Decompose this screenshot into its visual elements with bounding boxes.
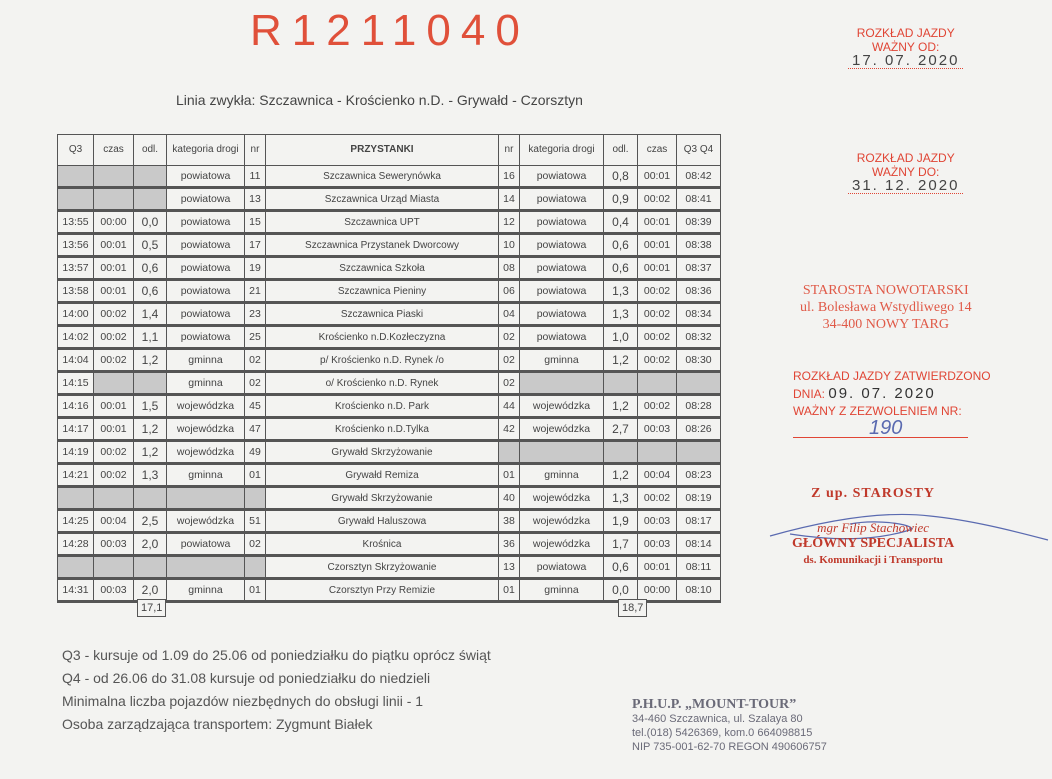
note-line: Q3 - kursuje od 1.09 do 25.06 od poniedziałku do piątku oprócz świąt: [62, 647, 491, 663]
table-cell: 13:57: [58, 257, 94, 280]
table-row: [58, 257, 721, 280]
table-cell: gminna: [167, 372, 245, 395]
table-cell: wojewódzka: [520, 510, 604, 533]
table-row: [58, 188, 721, 211]
table-cell: powiatowa: [520, 257, 604, 280]
table-cell: 1,4: [134, 303, 167, 326]
table-cell: 01: [499, 464, 520, 487]
stamp-line: STAROSTA NOWOTARSKI: [802, 283, 969, 298]
table-cell: 00:01: [94, 418, 134, 441]
table-row: [58, 418, 721, 441]
table-cell: 06: [499, 280, 520, 303]
table-cell: 0,9: [604, 188, 638, 211]
stop-name: Grywałd Haluszowa: [266, 510, 499, 533]
table-cell: 0,6: [134, 280, 167, 303]
signatory-department: ds. Komunikacji i Transportu: [803, 554, 943, 566]
valid-from-date: 17. 07. 2020: [848, 54, 963, 69]
table-cell: powiatowa: [167, 533, 245, 556]
table-cell: 00:04: [94, 510, 134, 533]
stop-name: Czorsztyn Skrzyżowanie: [266, 556, 499, 579]
table-cell: [94, 188, 134, 211]
table-cell: [58, 166, 94, 188]
table-cell: 0,6: [134, 257, 167, 280]
table-cell: 08:30: [677, 349, 721, 372]
stop-name: Szczawnica Przystanek Dworcowy: [266, 234, 499, 257]
table-cell: powiatowa: [167, 188, 245, 211]
table-cell: 13: [245, 188, 266, 211]
table-cell: 00:01: [638, 556, 677, 579]
permit-label: WAŻNY Z ZEZWOLENIEM NR:: [793, 404, 962, 418]
table-row: [58, 211, 721, 234]
table-cell: 0,0: [604, 579, 638, 602]
table-cell: powiatowa: [520, 234, 604, 257]
table-cell: [677, 441, 721, 464]
header-cell: czas: [638, 135, 677, 166]
table-cell: [94, 166, 134, 188]
table-cell: 00:01: [638, 234, 677, 257]
table-cell: 00:02: [638, 349, 677, 372]
stop-name: Grywałd Skrzyżowanie: [266, 487, 499, 510]
table-row: [58, 280, 721, 303]
signatory-title: GŁÓWNY SPECJALISTA: [792, 536, 955, 551]
table-cell: 14:31: [58, 579, 94, 602]
table-cell: 00:02: [638, 395, 677, 418]
table-cell: [134, 487, 167, 510]
table-cell: 08:26: [677, 418, 721, 441]
header-cell: nr: [245, 135, 266, 166]
table-cell: powiatowa: [520, 188, 604, 211]
table-cell: 1,2: [604, 464, 638, 487]
table-cell: 12: [499, 211, 520, 234]
table-row: [58, 234, 721, 257]
table-cell: 02: [499, 326, 520, 349]
timetable-code: R1211040: [250, 6, 530, 55]
table-cell: [167, 556, 245, 579]
table-cell: 08:38: [677, 234, 721, 257]
approval-date: 09. 07. 2020: [828, 385, 936, 402]
table-row: [58, 349, 721, 372]
table-cell: 08:23: [677, 464, 721, 487]
table-cell: 14:25: [58, 510, 94, 533]
table-cell: wojewódzka: [167, 418, 245, 441]
company-phone: tel.(018) 5426369, kom.0 664098815: [632, 727, 813, 739]
table-cell: 1,2: [604, 395, 638, 418]
stop-name: Szczawnica UPT: [266, 211, 499, 234]
table-cell: [58, 188, 94, 211]
table-cell: 08:19: [677, 487, 721, 510]
table-cell: [638, 372, 677, 395]
table-cell: 08:10: [677, 579, 721, 602]
table-cell: 1,3: [604, 303, 638, 326]
table-cell: [677, 372, 721, 395]
table-cell: 14:19: [58, 441, 94, 464]
table-cell: [167, 487, 245, 510]
table-row: [58, 441, 721, 464]
approval-stamp: [793, 368, 991, 438]
table-cell: 1,5: [134, 395, 167, 418]
table-cell: gminna: [520, 464, 604, 487]
table-cell: 13:55: [58, 211, 94, 234]
table-cell: 1,2: [134, 441, 167, 464]
permit-number: 190: [869, 417, 903, 439]
table-row: [58, 303, 721, 326]
table-cell: [245, 487, 266, 510]
stop-name: p/ Krościenko n.D. Rynek /o: [266, 349, 499, 372]
stop-name: Szczawnica Pieniny: [266, 280, 499, 303]
table-cell: powiatowa: [167, 257, 245, 280]
table-cell: gminna: [520, 349, 604, 372]
table-cell: gminna: [520, 579, 604, 602]
stop-name: Grywałd Skrzyżowanie: [266, 441, 499, 464]
table-cell: powiatowa: [520, 556, 604, 579]
table-cell: 08: [499, 257, 520, 280]
table-cell: 04: [499, 303, 520, 326]
signatory-name: mgr Filip Stachowiec: [817, 520, 930, 535]
table-cell: [638, 441, 677, 464]
note-line: Q4 - od 26.06 do 31.08 kursuje od poniedziałku do niedzieli: [62, 670, 431, 686]
table-cell: 0,4: [604, 211, 638, 234]
stop-name: o/ Krościenko n.D. Rynek: [266, 372, 499, 395]
table-cell: 0,8: [604, 166, 638, 188]
table-cell: 00:01: [94, 234, 134, 257]
stop-name: Grywałd Remiza: [266, 464, 499, 487]
table-cell: 00:02: [638, 280, 677, 303]
table-cell: 14:21: [58, 464, 94, 487]
table-cell: 00:03: [638, 418, 677, 441]
notes: [62, 644, 491, 736]
table-cell: 01: [499, 579, 520, 602]
table-cell: 02: [245, 533, 266, 556]
table-row: [58, 533, 721, 556]
table-cell: 00:01: [638, 166, 677, 188]
table-cell: 1,1: [134, 326, 167, 349]
table-cell: 14:17: [58, 418, 94, 441]
table-cell: 00:04: [638, 464, 677, 487]
header-cell: odl.: [134, 135, 167, 166]
table-cell: 38: [499, 510, 520, 533]
table-cell: 08:37: [677, 257, 721, 280]
table-cell: 00:01: [638, 211, 677, 234]
header-cell: kategoria drogi: [167, 135, 245, 166]
table-cell: 08:11: [677, 556, 721, 579]
table-cell: [245, 556, 266, 579]
table-cell: [499, 441, 520, 464]
table-cell: powiatowa: [167, 166, 245, 188]
table-cell: 00:03: [94, 533, 134, 556]
table-cell: 00:02: [638, 487, 677, 510]
table-row: [58, 487, 721, 510]
table-cell: 08:32: [677, 326, 721, 349]
table-cell: 08:39: [677, 211, 721, 234]
table-cell: 2,0: [134, 579, 167, 602]
table-cell: 00:03: [94, 579, 134, 602]
table-cell: [94, 556, 134, 579]
table-cell: 14:16: [58, 395, 94, 418]
table-cell: gminna: [167, 464, 245, 487]
table-cell: [520, 372, 604, 395]
table-cell: 00:01: [94, 280, 134, 303]
table-cell: 0,6: [604, 556, 638, 579]
starosta-stamp: [800, 282, 972, 333]
table-cell: wojewódzka: [520, 533, 604, 556]
header-cell: Q3 Q4: [677, 135, 721, 166]
table-cell: 01: [245, 579, 266, 602]
table-cell: 00:01: [94, 257, 134, 280]
table-cell: 1,2: [604, 349, 638, 372]
table-cell: 47: [245, 418, 266, 441]
table-cell: powiatowa: [520, 280, 604, 303]
header-cell: czas: [94, 135, 134, 166]
table-cell: 00:02: [638, 188, 677, 211]
line-title: Linia zwykła: Szczawnica - Krościenko n.D. - Grywałd - Czorsztyn: [176, 92, 583, 108]
table-cell: 10: [499, 234, 520, 257]
table-cell: 00:03: [638, 533, 677, 556]
table-cell: powiatowa: [167, 303, 245, 326]
table-cell: 14:28: [58, 533, 94, 556]
header-cell: nr: [499, 135, 520, 166]
table-cell: 1,0: [604, 326, 638, 349]
table-cell: wojewódzka: [520, 395, 604, 418]
table-cell: 40: [499, 487, 520, 510]
table-cell: 00:03: [638, 510, 677, 533]
table-cell: 0,0: [134, 211, 167, 234]
stamp-label: WAŻNY OD:: [872, 40, 940, 54]
table-cell: 00:02: [94, 441, 134, 464]
table-cell: 00:02: [94, 349, 134, 372]
table-cell: 08:41: [677, 188, 721, 211]
table-cell: gminna: [167, 579, 245, 602]
table-cell: wojewódzka: [167, 510, 245, 533]
timetable: [57, 134, 721, 603]
table-cell: [94, 487, 134, 510]
company-stamp: [632, 698, 827, 754]
stop-name: Szczawnica Sewerynówka: [266, 166, 499, 188]
table-cell: 49: [245, 441, 266, 464]
table-cell: [134, 556, 167, 579]
total-distance-outbound: 17,1: [137, 599, 166, 617]
table-cell: 14:04: [58, 349, 94, 372]
table-cell: [94, 372, 134, 395]
table-row: [58, 510, 721, 533]
note-line: Osoba zarządzająca transportem: Zygmunt Białek: [62, 716, 373, 732]
table-cell: 02: [499, 372, 520, 395]
header-row: [58, 135, 721, 166]
total-distance-return: 18,7: [618, 599, 647, 617]
table-cell: wojewódzka: [167, 395, 245, 418]
table-cell: 02: [499, 349, 520, 372]
table-row: [58, 464, 721, 487]
table-cell: 00:00: [638, 579, 677, 602]
header-cell: odl.: [604, 135, 638, 166]
table-cell: [604, 372, 638, 395]
table-cell: 08:36: [677, 280, 721, 303]
table-cell: 0,6: [604, 234, 638, 257]
company-nip: NIP 735-001-62-70 REGON 490606757: [632, 741, 827, 753]
table-cell: 44: [499, 395, 520, 418]
table-cell: 16: [499, 166, 520, 188]
stop-name: Krościenko n.D.Tylka: [266, 418, 499, 441]
table-cell: wojewódzka: [520, 418, 604, 441]
table-cell: 23: [245, 303, 266, 326]
table-cell: gminna: [167, 349, 245, 372]
valid-to-date: 31. 12. 2020: [848, 179, 963, 194]
table-cell: powiatowa: [520, 303, 604, 326]
table-cell: 17: [245, 234, 266, 257]
table-cell: powiatowa: [167, 211, 245, 234]
note-line: Minimalna liczba pojazdów niezbędnych do obsługi linii - 1: [62, 693, 424, 709]
company-address: 34-460 Szczawnica, ul. Szalaya 80: [632, 713, 803, 725]
table-cell: 15: [245, 211, 266, 234]
table-cell: 14:00: [58, 303, 94, 326]
stop-name: Krościenko n.D.Kozłeczyzna: [266, 326, 499, 349]
table-cell: [520, 441, 604, 464]
stop-name: Czorsztyn Przy Remizie: [266, 579, 499, 602]
table-cell: 08:34: [677, 303, 721, 326]
table-cell: 19: [245, 257, 266, 280]
stamp-line: ul. Bolesława Wstydliwego 14: [800, 300, 972, 315]
table-row: [58, 556, 721, 579]
table-cell: powiatowa: [520, 326, 604, 349]
table-cell: 25: [245, 326, 266, 349]
table-cell: [134, 188, 167, 211]
stamp-label: ROZKŁAD JAZDY: [856, 151, 955, 165]
table-cell: [58, 487, 94, 510]
table-cell: 21: [245, 280, 266, 303]
table-cell: 11: [245, 166, 266, 188]
table-row: [58, 395, 721, 418]
table-cell: 00:02: [94, 464, 134, 487]
table-cell: 00:01: [94, 395, 134, 418]
table-cell: 02: [245, 349, 266, 372]
table-row: [58, 326, 721, 349]
table-cell: 08:17: [677, 510, 721, 533]
table-cell: 1,3: [604, 487, 638, 510]
table-cell: 14:15: [58, 372, 94, 395]
table-cell: wojewódzka: [520, 487, 604, 510]
stop-name: Szczawnica Urząd Miasta: [266, 188, 499, 211]
table-cell: 00:00: [94, 211, 134, 234]
table-cell: powiatowa: [520, 211, 604, 234]
table-cell: powiatowa: [167, 280, 245, 303]
table-cell: 14:02: [58, 326, 94, 349]
header-cell: kategoria drogi: [520, 135, 604, 166]
table-cell: 1,3: [604, 280, 638, 303]
table-cell: 0,6: [604, 257, 638, 280]
table-cell: 00:02: [94, 326, 134, 349]
table-cell: 2,5: [134, 510, 167, 533]
signature-authority: Z up. STAROSTY: [811, 486, 936, 501]
table-cell: 1,7: [604, 533, 638, 556]
table-cell: 00:02: [94, 303, 134, 326]
table-cell: 08:14: [677, 533, 721, 556]
table-cell: 1,2: [134, 418, 167, 441]
table-cell: wojewódzka: [167, 441, 245, 464]
approval-date-label: DNIA:: [793, 387, 826, 401]
stop-name: Szczawnica Piaski: [266, 303, 499, 326]
stamp-label: WAŻNY DO:: [872, 165, 940, 179]
table-cell: 13: [499, 556, 520, 579]
stamp-line: 34-400 NOWY TARG: [822, 317, 950, 332]
table-cell: 45: [245, 395, 266, 418]
signature-stamp: [792, 486, 954, 568]
table-row: [58, 372, 721, 395]
table-cell: 0,5: [134, 234, 167, 257]
table-cell: 1,3: [134, 464, 167, 487]
stop-name: Krośnica: [266, 533, 499, 556]
approval-line: ROZKŁAD JAZDY ZATWIERDZONO: [793, 369, 991, 383]
table-cell: 14: [499, 188, 520, 211]
table-cell: 00:01: [638, 257, 677, 280]
table-cell: powiatowa: [167, 326, 245, 349]
table-cell: 13:58: [58, 280, 94, 303]
table-cell: 02: [245, 372, 266, 395]
table-cell: [134, 166, 167, 188]
table-cell: 51: [245, 510, 266, 533]
table-cell: 00:02: [638, 303, 677, 326]
table-cell: 08:28: [677, 395, 721, 418]
header-cell: PRZYSTANKI: [266, 135, 499, 166]
valid-to-stamp: [848, 151, 963, 194]
stop-name: Szczawnica Szkoła: [266, 257, 499, 280]
table-cell: 1,2: [134, 349, 167, 372]
table-cell: 08:42: [677, 166, 721, 188]
table-cell: [604, 441, 638, 464]
table-cell: 01: [245, 464, 266, 487]
table-cell: 42: [499, 418, 520, 441]
table-cell: 36: [499, 533, 520, 556]
table-cell: 13:56: [58, 234, 94, 257]
table-cell: [58, 556, 94, 579]
stamp-label: ROZKŁAD JAZDY: [856, 26, 955, 40]
company-name: P.H.U.P. „MOUNT-TOUR”: [632, 697, 797, 712]
table-cell: powiatowa: [520, 166, 604, 188]
table-cell: 00:02: [638, 326, 677, 349]
table-cell: powiatowa: [167, 234, 245, 257]
table-cell: 2,7: [604, 418, 638, 441]
table-row: [58, 166, 721, 188]
valid-from-stamp: [848, 26, 963, 69]
header-cell: Q3: [58, 135, 94, 166]
table-cell: [134, 372, 167, 395]
table-cell: 2,0: [134, 533, 167, 556]
stop-name: Krościenko n.D. Park: [266, 395, 499, 418]
table-cell: 1,9: [604, 510, 638, 533]
